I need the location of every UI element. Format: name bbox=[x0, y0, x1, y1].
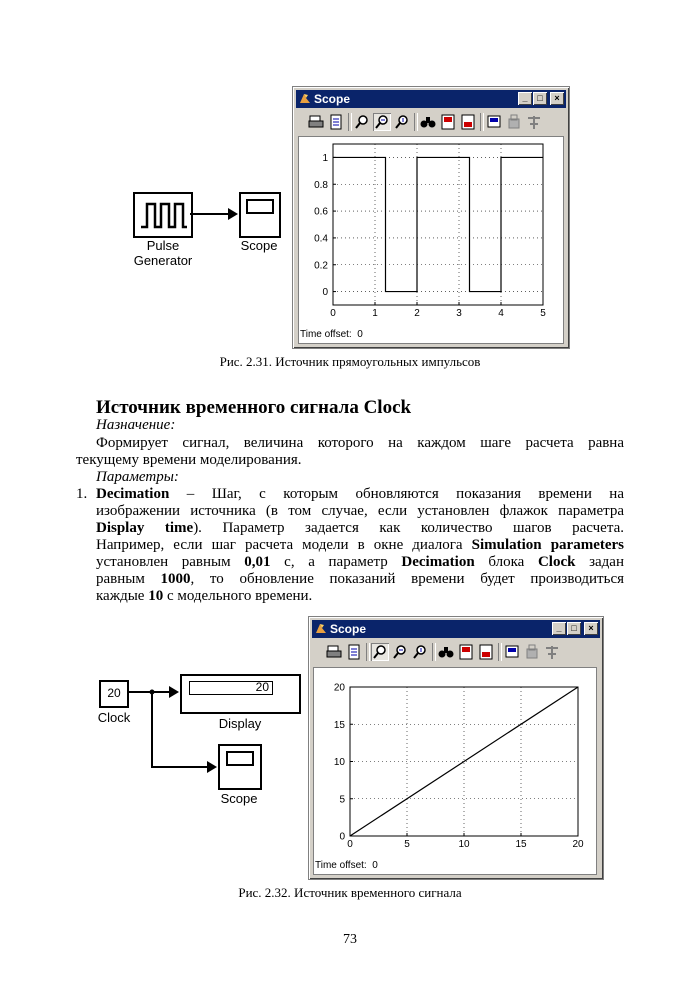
parameters-icon[interactable] bbox=[327, 113, 345, 131]
x-tick-label: 5 bbox=[404, 839, 410, 850]
close-button[interactable]: × bbox=[584, 622, 598, 635]
save-axes-icon[interactable] bbox=[439, 113, 457, 131]
scope-screen-icon bbox=[226, 751, 254, 766]
scope-toolbar bbox=[297, 111, 565, 133]
signal-selection-icon[interactable] bbox=[543, 643, 561, 661]
print-icon[interactable] bbox=[325, 643, 343, 661]
pulse-generator-label: Pulse Generator bbox=[133, 238, 193, 268]
zoom-icon[interactable] bbox=[371, 643, 389, 661]
signal-selection-icon[interactable] bbox=[525, 113, 543, 131]
floating-scope-icon[interactable] bbox=[485, 113, 503, 131]
maximize-button[interactable]: □ bbox=[567, 622, 581, 635]
y-tick-label: 0.4 bbox=[314, 233, 328, 245]
x-tick-label: 2 bbox=[414, 308, 420, 319]
x-tick-label: 20 bbox=[572, 839, 584, 850]
list-number: 1. bbox=[76, 486, 88, 502]
x-tick-label: 3 bbox=[456, 308, 462, 319]
pulse-chart bbox=[299, 137, 563, 322]
scope-plot-area bbox=[313, 667, 597, 875]
scope-block-2[interactable] bbox=[218, 744, 262, 790]
minimize-button[interactable]: _ bbox=[518, 92, 532, 105]
y-tick-label: 5 bbox=[339, 794, 345, 806]
x-tick-label: 5 bbox=[540, 308, 546, 319]
parameters-icon[interactable] bbox=[345, 643, 363, 661]
x-tick-label: 10 bbox=[458, 839, 470, 850]
scope-toolbar bbox=[313, 641, 599, 663]
close-button[interactable]: × bbox=[550, 92, 564, 105]
y-tick-label: 0 bbox=[339, 831, 345, 843]
maximize-button[interactable]: □ bbox=[533, 92, 547, 105]
param-line-5: установлен равным 0,01 с, а параметр Decimation блока Clock задан bbox=[96, 554, 624, 570]
purpose-line-2: текущему времени моделирования. bbox=[76, 452, 302, 468]
window-title: Scope bbox=[330, 622, 367, 636]
figure-2-caption: Рис. 2.32. Источник временного сигнала bbox=[238, 885, 462, 900]
restore-axes-icon[interactable] bbox=[477, 643, 495, 661]
title-bar[interactable] bbox=[312, 620, 600, 638]
autoscale-icon[interactable] bbox=[419, 113, 437, 131]
lock-axes-icon[interactable] bbox=[523, 643, 541, 661]
display-readout bbox=[189, 681, 273, 695]
zoom-icon[interactable] bbox=[353, 113, 371, 131]
matlab-logo-icon bbox=[315, 622, 327, 635]
save-axes-icon[interactable] bbox=[457, 643, 475, 661]
param-line-2: изображении источника (в том случае, если установлен флажок параметра bbox=[96, 503, 624, 519]
param-line-6: равным 1000, то обновление показаний времени будет производиться bbox=[96, 571, 624, 587]
title-bar[interactable] bbox=[296, 90, 566, 108]
y-tick-label: 10 bbox=[333, 757, 345, 768]
scope-block[interactable] bbox=[239, 192, 281, 238]
zoom-y-icon[interactable] bbox=[411, 643, 429, 661]
param-line-4: Например, если шаг расчета модели в окне диалога Simulation parameters bbox=[96, 537, 624, 553]
y-tick-label: 0.8 bbox=[314, 179, 328, 191]
x-tick-label: 15 bbox=[515, 839, 527, 850]
y-tick-label: 20 bbox=[333, 682, 345, 694]
display-value: 20 bbox=[255, 680, 269, 694]
clock-block[interactable] bbox=[99, 680, 129, 708]
scope-screen-icon bbox=[246, 199, 274, 214]
lock-axes-icon[interactable] bbox=[505, 113, 523, 131]
y-tick-label: 0.2 bbox=[314, 260, 328, 272]
parameters-label: Параметры: bbox=[96, 469, 179, 485]
x-tick-label: 1 bbox=[372, 308, 378, 319]
y-tick-label: 15 bbox=[333, 719, 345, 731]
display-label: Display bbox=[218, 716, 262, 731]
figure-1-caption: Рис. 2.31. Источник прямоугольных импульсов bbox=[219, 354, 481, 369]
pulse-generator-block[interactable] bbox=[133, 192, 193, 238]
purpose-label: Назначение: bbox=[96, 417, 176, 433]
param-line-3: Display time). Параметр задается как количество шагов расчета. bbox=[96, 520, 624, 536]
window-title: Scope bbox=[314, 92, 351, 106]
display-block[interactable] bbox=[180, 674, 301, 714]
param-line-7: каждые 10 с модельного времени. bbox=[96, 588, 313, 604]
scope-block-label: Scope bbox=[240, 238, 278, 253]
clock-chart bbox=[314, 668, 596, 853]
minimize-button[interactable]: _ bbox=[552, 622, 566, 635]
floating-scope-icon[interactable] bbox=[503, 643, 521, 661]
zoom-x-icon[interactable] bbox=[391, 643, 409, 661]
zoom-x-icon[interactable] bbox=[373, 113, 391, 131]
page-number: 73 bbox=[343, 932, 357, 947]
restore-axes-icon[interactable] bbox=[459, 113, 477, 131]
clock-label: Clock bbox=[97, 710, 131, 725]
plot-frame bbox=[333, 144, 543, 305]
scope-block-2-label: Scope bbox=[220, 791, 258, 806]
scope-window-2[interactable] bbox=[308, 616, 604, 880]
param-line-1: Decimation – Шаг, с которым обновляются показания времени на bbox=[96, 486, 624, 502]
y-tick-label: 0.6 bbox=[314, 206, 328, 218]
scope-window-1[interactable] bbox=[292, 86, 570, 349]
scope-plot-area bbox=[298, 136, 564, 344]
section-heading: Источник временного сигнала Clock bbox=[96, 397, 412, 418]
print-icon[interactable] bbox=[307, 113, 325, 131]
matlab-logo-icon bbox=[299, 92, 311, 105]
pulse-wave-icon bbox=[135, 194, 191, 236]
time-offset: Time offset: 0 bbox=[315, 860, 378, 871]
x-tick-label: 0 bbox=[330, 308, 336, 319]
y-tick-label: 1 bbox=[322, 152, 328, 164]
x-tick-label: 0 bbox=[347, 839, 353, 850]
y-tick-label: 0 bbox=[322, 287, 328, 299]
autoscale-icon[interactable] bbox=[437, 643, 455, 661]
time-offset: Time offset: 0 bbox=[300, 329, 363, 340]
purpose-line-1: Формирует сигнал, величина которого на каждом шаге расчета равна bbox=[96, 435, 624, 451]
x-tick-label: 4 bbox=[498, 308, 504, 319]
clock-value: 20 bbox=[107, 686, 121, 700]
zoom-y-icon[interactable] bbox=[393, 113, 411, 131]
